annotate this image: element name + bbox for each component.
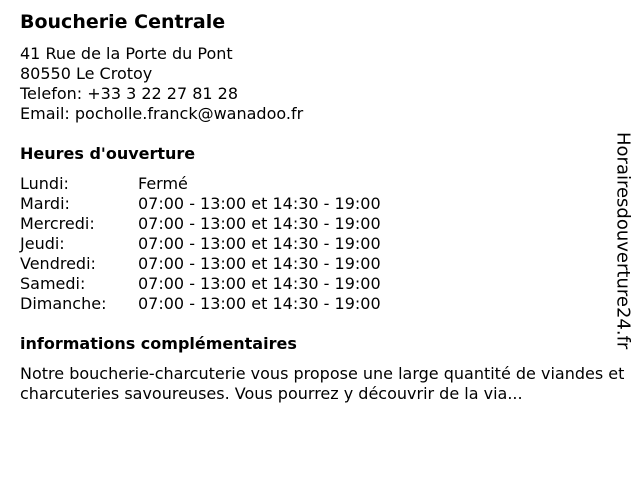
business-name: Boucherie Centrale — [20, 11, 226, 33]
time-value: 07:00 - 13:00 et 14:30 - 19:00 — [138, 294, 381, 313]
address-line-1: 41 Rue de la Porte du Pont — [20, 44, 233, 63]
time-value: 07:00 - 13:00 et 14:30 - 19:00 — [138, 274, 381, 293]
business-card — [20, 10, 635, 404]
watermark — [608, 132, 638, 352]
watermark-text: Horairesdouverture24.fr — [612, 132, 634, 350]
hours-row — [20, 274, 635, 294]
hours-row — [20, 174, 635, 194]
hours-row — [20, 254, 635, 274]
day-label: Mercredi: — [20, 214, 95, 233]
contact-block — [20, 44, 635, 124]
info-heading: informations complémentaires — [20, 334, 297, 353]
hours-row — [20, 294, 635, 314]
hours-row — [20, 234, 635, 254]
day-label: Dimanche: — [20, 294, 107, 313]
phone-text: Telefon: +33 3 22 27 81 28 — [20, 84, 239, 103]
time-value: 07:00 - 13:00 et 14:30 - 19:00 — [138, 254, 381, 273]
time-value: 07:00 - 13:00 et 14:30 - 19:00 — [138, 194, 381, 213]
hours-table — [20, 174, 635, 314]
day-label: Lundi: — [20, 174, 69, 193]
day-label: Vendredi: — [20, 254, 96, 273]
hours-heading: Heures d'ouverture — [20, 144, 196, 163]
hours-row — [20, 214, 635, 234]
hours-row — [20, 194, 635, 214]
email-text: Email: pocholle.franck@wanadoo.fr — [20, 104, 304, 123]
day-label: Samedi: — [20, 274, 86, 293]
day-label: Jeudi: — [20, 234, 65, 253]
time-value: Fermé — [138, 174, 188, 193]
day-label: Mardi: — [20, 194, 70, 213]
time-value: 07:00 - 13:00 et 14:30 - 19:00 — [138, 234, 381, 253]
description-text: Notre boucherie-charcuterie vous propose une large quantité de viandes et charcuteries savoureuses. Vous pourrez y découvrir de la via... — [20, 364, 625, 403]
address-line-2: 80550 Le Crotoy — [20, 64, 153, 83]
time-value: 07:00 - 13:00 et 14:30 - 19:00 — [138, 214, 381, 233]
